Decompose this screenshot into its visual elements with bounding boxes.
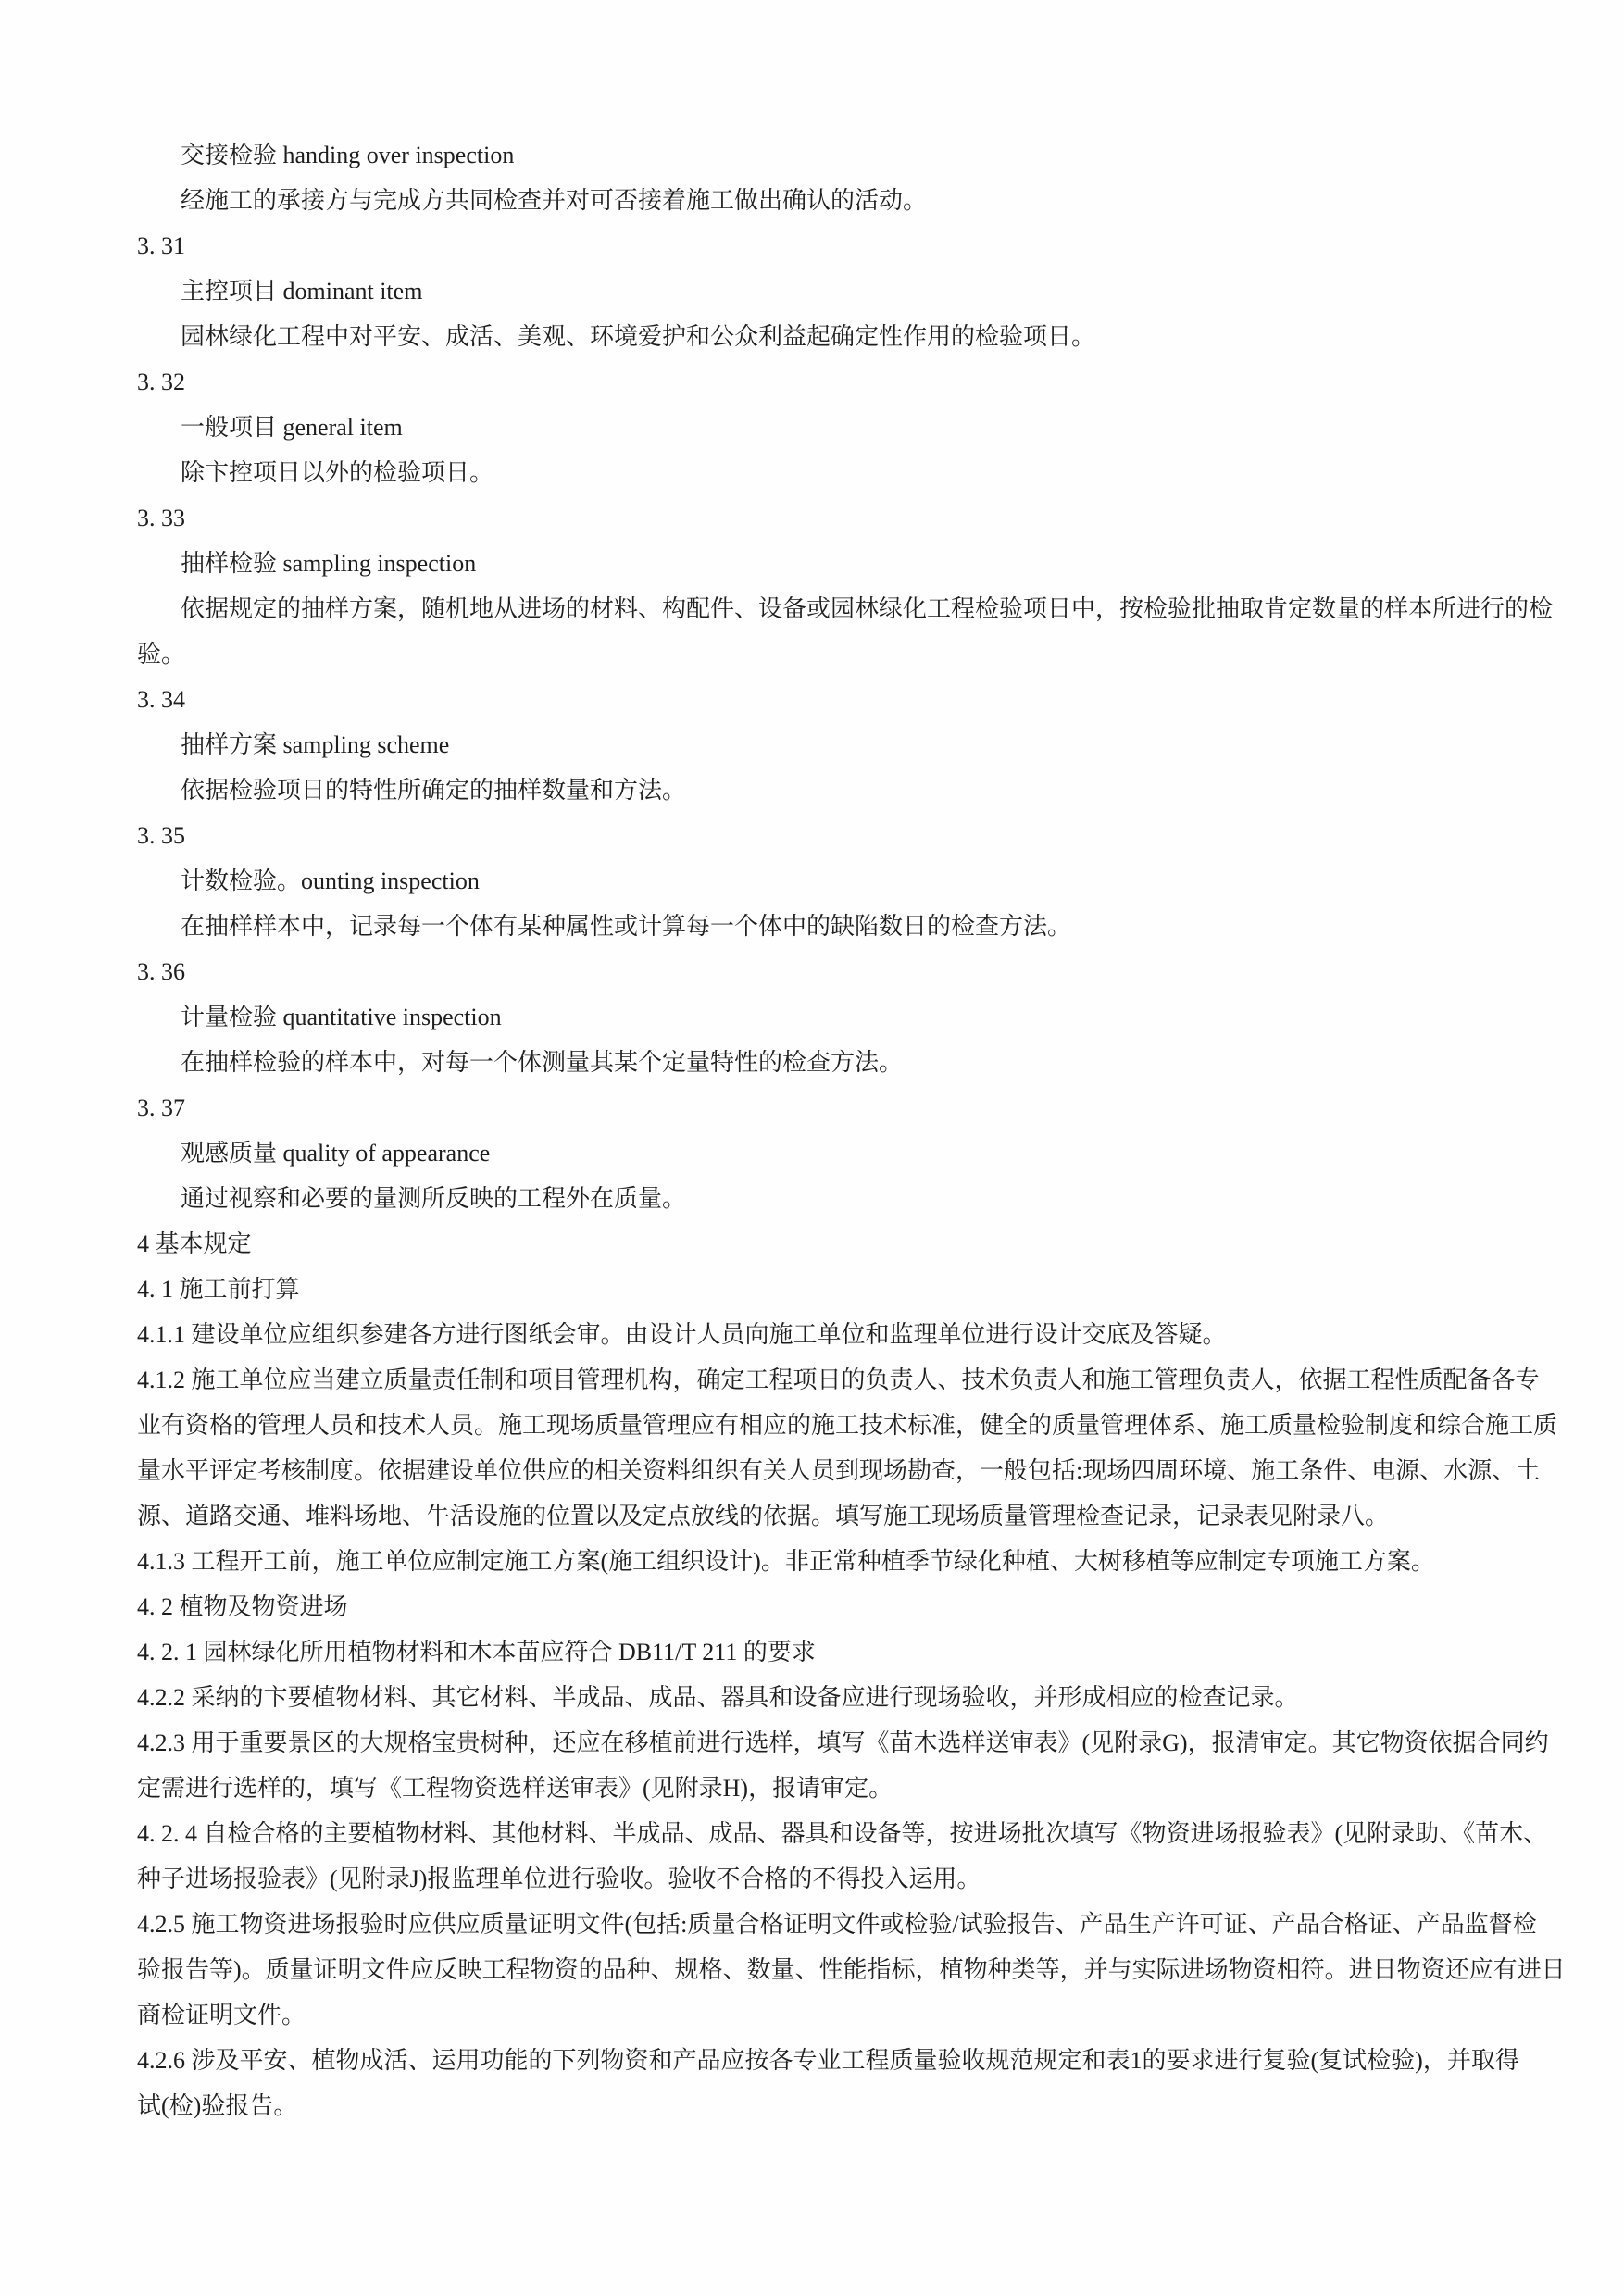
continuation-line: 验报告等)。质量证明文件应反映工程物资的品种、规格、数量、性能指标，植物种类等，并与实际进场物资相符。进日物资还应有进日 <box>137 1956 1566 1983</box>
continuation-line: 验。 <box>137 641 186 668</box>
continuation-line: 定需进行选样的，填写《工程物资选样送审表》(见附录H)，报请审定。 <box>137 1775 893 1802</box>
term-line: 抽样方案 sampling scheme <box>181 731 450 758</box>
paragraph-line: 4.1.2 施工单位应当建立质量责任制和项目管理机构，确定工程项日的负责人、技术负责人和施工管理负责人，依据工程性质配备各专 <box>137 1366 1540 1393</box>
paragraph-line: 4.2.5 施工物资进场报验时应供应质量证明文件(包括:质量合格证明文件或检验/试验报告、产品生产许可证、产品合格证、产品监督检 <box>137 1911 1537 1938</box>
definition-line: 园林绿化工程中对平安、成活、美观、环境爱护和公众利益起确定性作用的检验项日。 <box>181 323 1096 350</box>
clause-number: 3. 31 <box>137 232 185 259</box>
term-line: 观感质量 quality of appearance <box>181 1140 491 1167</box>
paragraph-line: 4. 2. 1 园林绿化所用植物材料和木本苗应符合 DB11/T 211 的要求 <box>137 1639 816 1666</box>
section-heading: 4. 2 植物及物资进场 <box>137 1593 348 1620</box>
term-line: 抽样检验 sampling inspection <box>181 550 477 577</box>
section-heading: 4. 1 施工前打算 <box>137 1276 300 1303</box>
paragraph-line: 4.2.3 用于重要景区的大规格宝贵树种，还应在移植前进行选样，填写《苗木选样送审表》(见附录G)，报清审定。其它物资依据合同约 <box>137 1729 1549 1756</box>
definition-line: 除卞控项日以外的检验项日。 <box>181 459 494 486</box>
definition-line: 通过视察和必要的量测所反映的工程外在质量。 <box>181 1185 687 1212</box>
chapter-heading: 4 基本规定 <box>137 1230 252 1257</box>
document-body <box>137 132 1566 2128</box>
paragraph-line: 4.2.2 采纳的卞要植物材料、其它材料、半成品、成品、器具和设备应进行现场验收，并形成相应的检查记录。 <box>137 1684 1299 1711</box>
definition-line: 经施工的承接方与完成方共同检查并对可否接着施工做出确认的活动。 <box>181 187 928 214</box>
continuation-line: 种子进场报验表》(见附录J)报监理单位进行验收。验收不合格的不得投入运用。 <box>137 1866 981 1892</box>
term-line: 主控项目 dominant item <box>181 278 423 305</box>
continuation-line: 商检证明文件。 <box>137 2002 306 2028</box>
clause-number: 3. 34 <box>137 686 185 713</box>
paragraph-line: 4. 2. 4 自检合格的主要植物材料、其他材料、半成品、成品、器具和设备等，按进场批次填写《物资进场报验表》(见附录助、《苗木、 <box>137 1820 1548 1847</box>
clause-number: 3. 32 <box>137 368 185 395</box>
term-line: 计量检验 quantitative inspection <box>181 1004 502 1030</box>
paragraph-line: 4.1.1 建设单位应组织参建各方进行图纸会审。由设计人员向施工单位和监理单位进行设计交底及答疑。 <box>137 1321 1227 1348</box>
continuation-line: 业有资格的管理人员和技术人员。施工现场质量管理应有相应的施工技术标准，健全的质量管理体系、施工质量检验制度和综合施工质 <box>137 1412 1558 1439</box>
term-line: 计数检验。ounting inspection <box>181 867 480 894</box>
paragraph-line: 4.1.3 工程开工前，施工单位应制定施工方案(施工组织设计)。非正常种植季节绿化种植、大树移植等应制定专项施工方案。 <box>137 1548 1435 1575</box>
definition-line: 在抽样样本中，记录每一个体有某种属性或计算每一个体中的缺陷数日的检查方法。 <box>181 913 1072 940</box>
term-line: 一般项目 general item <box>181 414 403 441</box>
definition-line: 依据规定的抽样方案，随机地从进场的材料、构配件、设备或园林绿化工程检验项日中，按检验批抽取肯定数量的样本所进行的检 <box>181 595 1554 622</box>
paragraph-line: 4.2.6 涉及平安、植物成活、运用功能的下列物资和产品应按各专业工程质量验收规范规定和表1的要求进行复验(复试检验)，并取得 <box>137 2047 1519 2074</box>
clause-number: 3. 37 <box>137 1094 185 1121</box>
clause-number: 3. 36 <box>137 958 185 985</box>
definition-line: 在抽样检验的样本中，对每一个体测量其某个定量特性的检查方法。 <box>181 1049 904 1076</box>
clause-number: 3. 35 <box>137 822 185 849</box>
definition-line: 依据检验项日的特性所确定的抽样数量和方法。 <box>181 777 687 804</box>
clause-number: 3. 33 <box>137 505 185 531</box>
continuation-line: 试(检)验报告。 <box>137 2092 298 2119</box>
term-line: 交接检验 handing over inspection <box>181 142 515 168</box>
continuation-line: 量水平评定考核制度。依据建设单位供应的相关资料组织有关人员到现场勘查，一般包括:现场四周环境、施工条件、电源、水源、土 <box>137 1457 1541 1484</box>
continuation-line: 源、道路交通、堆料场地、牛活设施的位置以及定点放线的依据。填写施工现场质量管理检查记录，记录表见附录八。 <box>137 1503 1390 1529</box>
